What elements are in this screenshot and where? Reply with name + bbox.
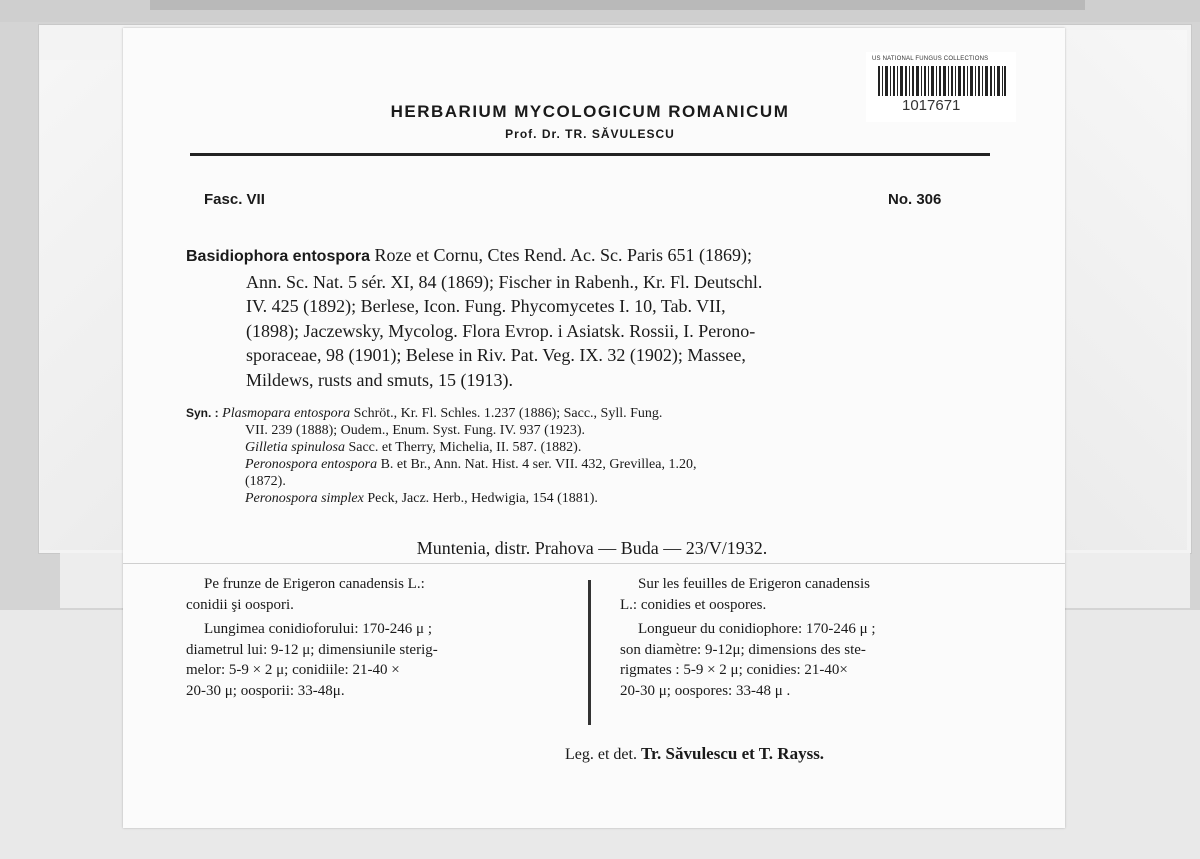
description-french <box>620 574 1002 705</box>
synonyms-label: Syn. : <box>186 406 219 420</box>
fold-line <box>123 563 1065 564</box>
specimen-number: No. 306 <box>888 191 942 208</box>
description-line: 20-30 μ; oosporii: 33-48μ. <box>186 682 345 699</box>
description-line: son diamètre: 9-12μ; dimensions des ste- <box>620 641 866 658</box>
citation-line: Mildews, rusts and smuts, 15 (1913). <box>246 369 513 390</box>
description-line: Sur les feuilles de Erigeron canadensis <box>638 576 871 592</box>
citation-line: (1898); Jaczewsky, Mycolog. Flora Evrop. i Asiatsk. Rossii, I. Perono- <box>246 320 756 341</box>
citation-line <box>186 243 998 270</box>
barcode-caption: US NATIONAL FUNGUS COLLECTIONS <box>872 56 989 62</box>
citation-text: Roze et Cornu, Ctes Rend. Ac. Sc. Paris 651 (1869); <box>370 245 752 265</box>
locality: Muntenia, distr. Prahova — Buda — 23/V/1932. <box>416 538 768 558</box>
envelope-flap-left <box>40 60 130 550</box>
barcode-number: 1017671 <box>902 97 961 114</box>
synonym-name: Peronospora simplex <box>245 491 364 506</box>
synonyms-block <box>186 405 998 507</box>
description-paragraph <box>186 574 571 615</box>
description-romanian <box>186 574 571 705</box>
collector-prefix: Leg. et det. <box>565 746 641 763</box>
collector-names: Tr. Săvulescu et T. Rayss. <box>640 744 825 763</box>
synonym-line <box>186 456 998 473</box>
description-line: conidii şi oospori. <box>186 596 294 613</box>
description-paragraph <box>620 574 1002 615</box>
synonym-line <box>186 439 998 456</box>
synonym-line <box>186 490 998 507</box>
taxon-name: Basidiophora entospora <box>186 248 371 265</box>
citation-line: IV. 425 (1892); Berlese, Icon. Fung. Phycomycetes I. 10, Tab. VII, <box>246 296 726 316</box>
synonym-text: Sacc. et Therry, Michelia, II. 587. (1882). <box>344 440 582 455</box>
synonym-text: Peck, Jacz. Herb., Hedwigia, 154 (1881). <box>363 491 598 506</box>
description-line: rigmates : 5-9 × 2 μ; conidies: 21-40× <box>620 662 848 678</box>
synonym-name: Gilletia spinulosa <box>245 440 345 455</box>
synonym-line: (1872). <box>245 474 286 489</box>
synonym-name: Plasmopara entospora <box>222 406 351 421</box>
description-line: Longueur du conidiophore: 170-246 μ ; <box>638 621 876 637</box>
fascicle-label: Fasc. VII <box>204 191 265 208</box>
description-line: melor: 5-9 × 2 μ; conidiile: 21-40 × <box>186 662 400 678</box>
description-line: Pe frunze de Erigeron canadensis L.: <box>204 576 425 592</box>
herbarium-subtitle: Prof. Dr. TR. SĂVULESCU <box>505 127 675 141</box>
description-line: L.: conidies et oospores. <box>620 596 767 613</box>
description-line: 20-30 μ; oospores: 33-48 μ . <box>620 682 791 699</box>
collector-line <box>565 744 824 764</box>
barcode-icon <box>878 66 1006 96</box>
description-paragraph <box>186 619 571 701</box>
taxon-citation <box>186 243 998 392</box>
synonym-line <box>186 405 998 422</box>
synonym-line: VII. 239 (1888); Oudem., Enum. Syst. Fung. IV. 937 (1923). <box>245 423 586 438</box>
herbarium-title: HERBARIUM MYCOLOGICUM ROMANICUM <box>390 102 790 121</box>
synonym-text: Schröt., Kr. Fl. Schles. 1.237 (1886); Sacc., Syll. Fung. <box>350 406 663 421</box>
header-rule <box>190 153 990 156</box>
citation-line: sporaceae, 98 (1901); Belese in Riv. Pat. Veg. IX. 32 (1902); Massee, <box>246 345 746 365</box>
background-top-strip <box>150 0 1085 10</box>
description-paragraph <box>620 619 1002 701</box>
column-divider <box>588 580 591 725</box>
synonym-name: Peronospora entospora <box>245 457 378 472</box>
synonym-text: B. et Br., Ann. Nat. Hist. 4 ser. VII. 432, Grevillea, 1.20, <box>377 457 697 472</box>
description-line: diametrul lui: 9-12 μ; dimensiunile sterig- <box>186 641 438 658</box>
description-line: Lungimea conidioforului: 170-246 μ ; <box>204 621 433 637</box>
citation-line: Ann. Sc. Nat. 5 sér. XI, 84 (1869); Fischer in Rabenh., Kr. Fl. Deutschl. <box>246 271 763 292</box>
envelope-flap-right <box>1065 30 1187 550</box>
